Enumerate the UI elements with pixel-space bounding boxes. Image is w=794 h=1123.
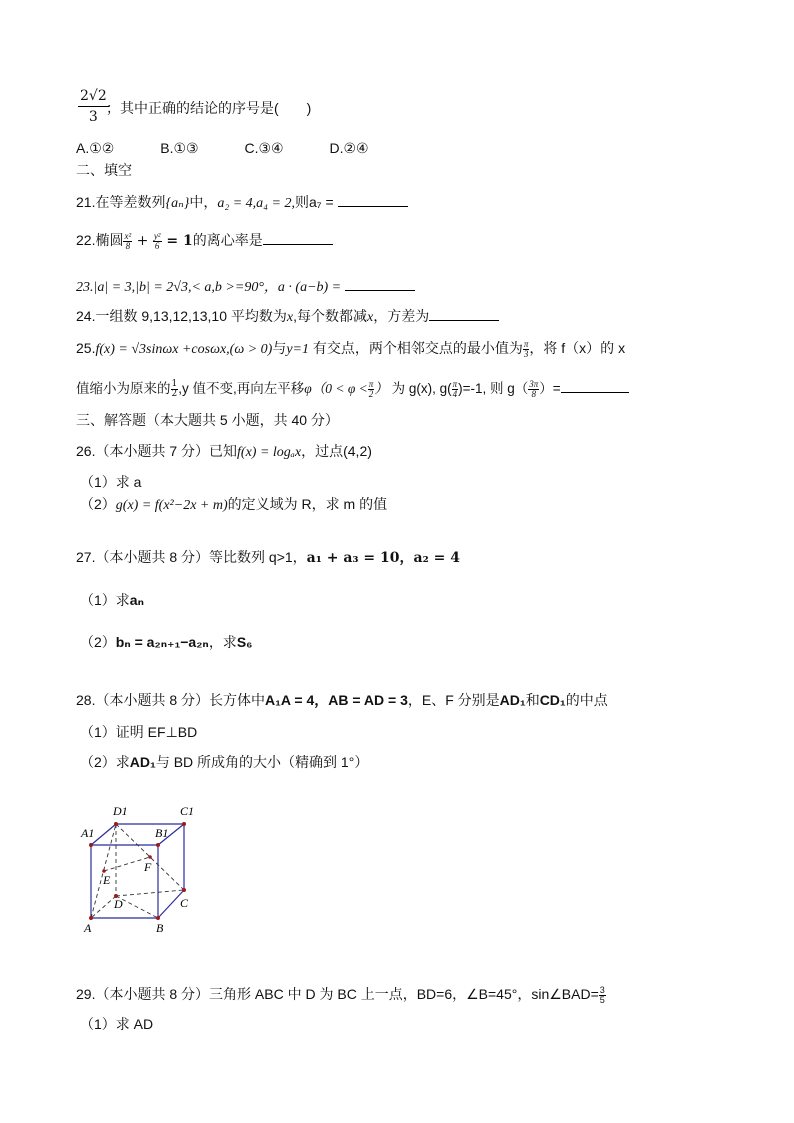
- q28-part1: （1）证明 EF⊥BD: [80, 724, 198, 740]
- q29-part1: （1）求 AD: [80, 1016, 154, 1032]
- q26-p2-prefix: （2）: [80, 496, 116, 512]
- point-a: [89, 916, 93, 920]
- q27-p2-math: bₙ = a₂ₙ₊₁−a₂ₙ: [115, 634, 209, 650]
- q22-x-num: x²: [124, 230, 132, 241]
- option-a: A.①②: [76, 140, 115, 156]
- q21-mid: 中，: [189, 194, 218, 210]
- q29-den: 5: [599, 994, 605, 1005]
- q28-cd1: CD₁: [539, 692, 566, 708]
- label-c: C: [180, 896, 189, 910]
- q21-tail: 则a₇ =: [294, 194, 338, 210]
- section-3-heading: 三、解答题（本大题共 5 小题，共 40 分）: [76, 412, 339, 428]
- label-b1: B1: [155, 826, 169, 840]
- q25-phi-range-a: （0 < φ <: [311, 381, 368, 396]
- q22-y-num: y²: [153, 230, 161, 241]
- question-26-title: [76, 441, 372, 463]
- q29-num: 3: [599, 984, 605, 995]
- q24-blank: [429, 306, 499, 321]
- q23-text: 23.|a| = 3,|b| = 2√3,< a,b >=90°，a · (a−b) =: [76, 280, 345, 295]
- cuboid-figure: [76, 796, 216, 941]
- q29-title: 29.（本小题共 8 分）三角形 ABC 中 D 为 BC 上一点，BD=6，∠B=45°，sin∠BAD=: [76, 986, 599, 1002]
- q28-and: 和: [525, 692, 540, 708]
- label-c1: C1: [180, 804, 195, 818]
- question-28-title: [76, 690, 608, 710]
- question-tail: ；其中正确的结论的序号是( ): [106, 100, 312, 116]
- q26-p2-math: g(x) = f(x²−2x + m): [115, 498, 228, 513]
- q28-cond-tail: ，E、F 分别是: [407, 692, 500, 708]
- question-26-part2: [80, 494, 387, 516]
- q25-pi4-den: 4: [452, 389, 458, 399]
- q22-frac-y: [153, 232, 162, 251]
- q26-function: f(x) = logₐx: [237, 445, 302, 460]
- q25-g: 为 g(x), g(: [387, 381, 452, 396]
- q25-half-den: 2: [171, 389, 178, 399]
- point-d1: [114, 822, 118, 826]
- q25-line1-tail: ，将 f（x）的 x: [529, 340, 626, 356]
- q25-function: f(x) = √3sinωx +cosωx,(ω > 0): [95, 342, 273, 357]
- q28-p2-var: AD₁: [129, 754, 156, 770]
- q24-var2: x: [366, 310, 374, 325]
- label-b: B: [156, 921, 164, 935]
- q25-3pi-8: [528, 380, 539, 399]
- q28-title: 28.（本小题共 8 分）长方体中: [76, 692, 266, 708]
- point-a1: [89, 843, 93, 847]
- q22-tail: 的离心率是: [192, 232, 263, 248]
- q25-pi4-num: π: [452, 379, 458, 389]
- q25-pi-num: π: [523, 338, 529, 349]
- q28-end: 的中点: [565, 692, 608, 708]
- q24-mid: ,每个数都减: [293, 308, 367, 324]
- q25-phi-range-b: ）: [374, 381, 388, 396]
- question-27-part1: [80, 590, 144, 610]
- point-b: [156, 916, 160, 920]
- q25-pi2-num: π: [368, 379, 374, 389]
- question-25-line1: [76, 338, 625, 360]
- q24-text: 24.一组数 9,13,12,13,10 平均数为: [76, 308, 287, 324]
- section-2-heading: 二、填空: [76, 162, 132, 178]
- q25-line2-mid: ,y 值不变,再向左平移: [178, 381, 305, 396]
- q21-sequence: {aₙ}: [165, 196, 190, 211]
- q22-y-den: 6: [154, 240, 160, 251]
- question-25-line2: [76, 378, 629, 399]
- q21-math: a₂ = 4,a₄ = 2,: [217, 196, 295, 211]
- q22-x-den: 8: [125, 240, 131, 251]
- q22-eq: = 1: [161, 233, 193, 249]
- q27-condition: a₁ + a₃ = 10，a₂ = 4: [306, 550, 460, 566]
- option-c: C.③④: [244, 140, 284, 156]
- q29-fraction: [599, 986, 606, 1005]
- question-23: [76, 276, 415, 298]
- point-c: [182, 888, 186, 892]
- q24-var1: x: [286, 310, 294, 325]
- label-d1: D1: [113, 804, 128, 818]
- question-28-part2: [80, 752, 368, 772]
- q22-prefix: 22.椭圆: [76, 232, 124, 248]
- q27-p2-tail: ，求: [208, 634, 237, 650]
- q23-blank: [345, 276, 415, 291]
- q25-prefix: 25.: [76, 340, 96, 356]
- option-b: B.①③: [160, 140, 199, 156]
- question-21: [76, 192, 408, 214]
- q27-title: 27.（本小题共 8 分）等比数列 q>1，: [76, 549, 307, 565]
- q26-part1: （1）求 a: [80, 474, 142, 490]
- q22-blank: [263, 230, 333, 245]
- q21-blank: [338, 192, 408, 207]
- fraction-numerator: 2√2: [78, 88, 109, 107]
- header-fraction: [78, 88, 109, 125]
- edge-d-a: [91, 896, 116, 918]
- q25-text: 有交点，两个相邻交点的最小值为: [309, 340, 523, 356]
- q28-p2-prefix: （2）求: [80, 754, 130, 770]
- q26-title-tail: ，过点(4,2): [301, 443, 372, 459]
- q21-prefix: 21.在等差数列: [76, 194, 166, 210]
- q25-3pi8-num: 3π: [529, 379, 539, 389]
- question-22: 22.椭圆 $\frac{\text{x²}}{8}$ + $\frac{\text{y²}}{6}$ = 1的离心率是: [76, 230, 333, 251]
- question-27-part2: [80, 632, 253, 652]
- label-a1: A1: [81, 826, 95, 840]
- q27-p2-prefix: （2）: [80, 634, 116, 650]
- q25-end: ）=: [539, 381, 561, 396]
- q25-mid: 与: [272, 340, 287, 356]
- q25-half-num: 1: [171, 379, 178, 389]
- label-f: F: [144, 860, 152, 874]
- q25-pi-den: 3: [523, 348, 529, 359]
- q25-line2-prefix: 值缩小为原来的: [76, 381, 171, 396]
- q22-frac-x: [123, 232, 132, 251]
- q25-phi: φ: [304, 381, 312, 396]
- q27-p1-prefix: （1）求: [80, 592, 130, 608]
- q25-g2: )=-1, 则 g（: [458, 381, 529, 396]
- label-a: A: [84, 921, 92, 935]
- q27-p1-var: aₙ: [129, 592, 144, 608]
- q28-ad1: AD₁: [499, 692, 526, 708]
- point-f: [148, 855, 152, 859]
- edge-a1-d1: [91, 824, 116, 845]
- question-29-title: [76, 984, 606, 1005]
- question-27-title: [76, 547, 460, 568]
- question-24: [76, 306, 499, 328]
- point-c1: [182, 822, 186, 826]
- q26-title: 26.（本小题共 7 分）已知: [76, 443, 238, 459]
- q25-3pi8-den: 8: [531, 389, 536, 399]
- q25-blank: [561, 378, 629, 393]
- q25-pi2-den: 2: [368, 389, 374, 399]
- q25-y: y=1: [286, 342, 309, 357]
- label-d: D: [114, 897, 123, 911]
- fraction-denominator: 3: [88, 109, 98, 125]
- option-d: D.②④: [329, 140, 369, 156]
- label-e: E: [103, 873, 111, 887]
- q27-p2-var: S₆: [236, 634, 253, 650]
- point-b1: [156, 843, 160, 847]
- q28-p2-tail: 与 BD 所成角的大小（精确到 1°）: [155, 754, 369, 770]
- edge-d-c: [116, 890, 184, 896]
- q24-tail: ，方差为: [373, 308, 430, 324]
- answer-options: [76, 140, 411, 157]
- q26-p2-tail: 的定义域为 R，求 m 的值: [227, 496, 388, 512]
- q28-condition: A₁A = 4，AB = AD = 3: [265, 692, 408, 708]
